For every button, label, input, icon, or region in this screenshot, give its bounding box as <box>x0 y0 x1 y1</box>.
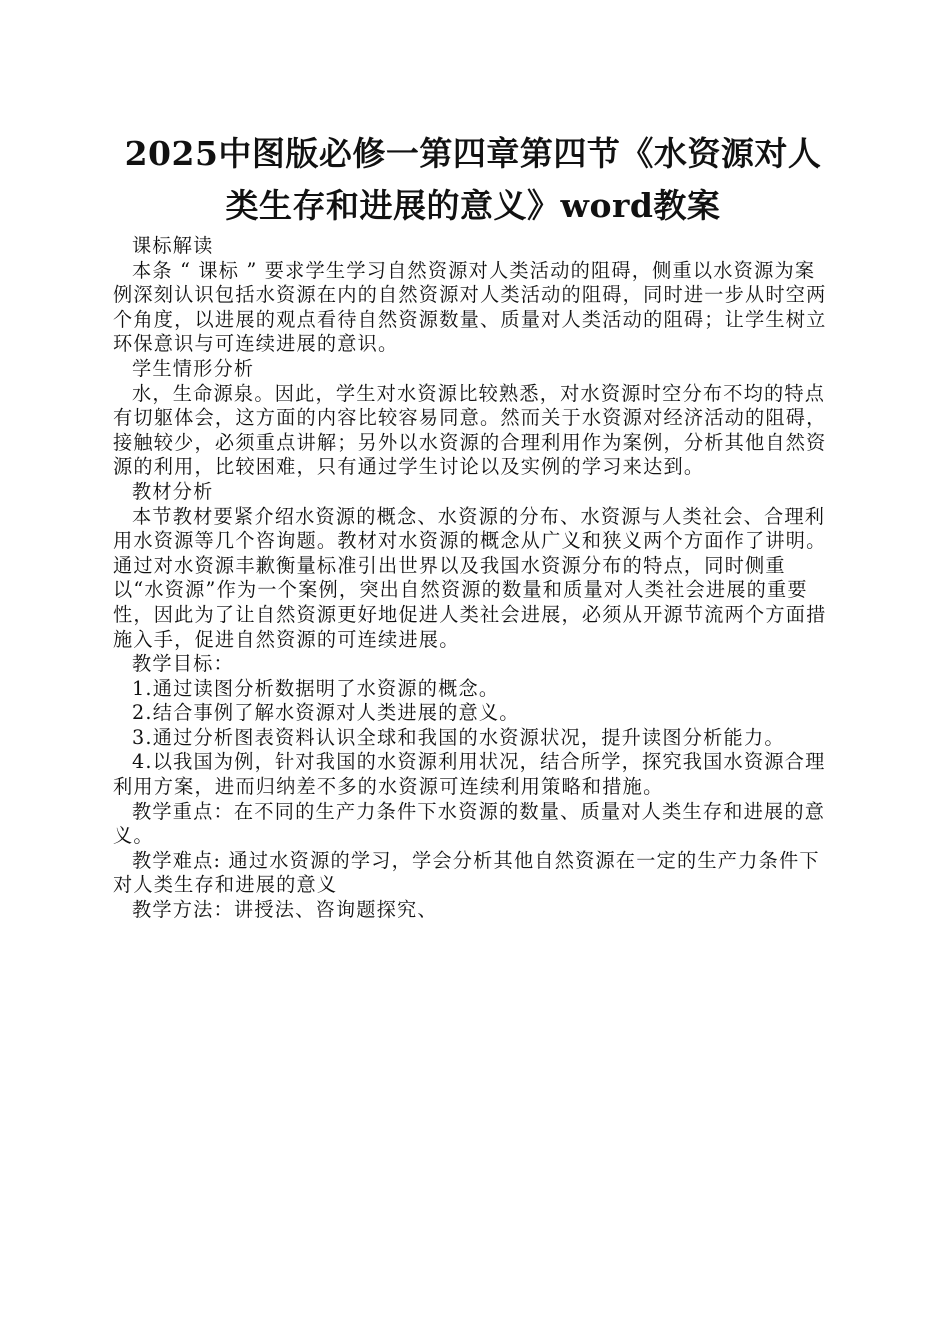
objective-item: 1.通过读图分析数据明了水资源的概念。 <box>132 676 500 700</box>
teaching-difficulty: 教学难点: 通过水资源的学习，学会分析其他自然资源在一定的生产力条件下对人类生存和进展的意义 <box>113 848 820 897</box>
objective-item: 4.以我国为例，针对我国的水资源利用状况，结合所学，探究我国水资源合理利用方案，进而归纳差不多的水资源可连续利用策略和措施。 <box>113 750 826 799</box>
section-heading-student-analysis: 学生情形分析 <box>132 356 255 380</box>
teaching-method: 教学方法：讲授法、咨询题探究、 <box>132 898 438 922</box>
section-heading-textbook-analysis: 教材分析 <box>132 479 214 503</box>
section-heading-curriculum: 课标解读 <box>132 234 214 257</box>
section-text-curriculum: 本条 “ 课标 ” 要求学生学习自然资源对人类活动的阻碍，侧重以水资源为案例深刻认识包括水资源在内的自然资源对人类活动的阻碍，同时进一步从时空两个角度，以进展的观点看待自然资源数量、质量对人类活动的阻碍；让学生树立环保意识与可连续进展的意识。 <box>113 258 827 356</box>
section-text-textbook-analysis: 本节教材要紧介绍水资源的概念、水资源的分布、水资源与人类社会、合理利用水资源等几个咨询题。教材对水资源的概念从广义和狭义两个方面作了讲明。通过对水资源丰歉衡量标准引出世界以及我国水资源分布的特点，同时侧重以“水资源”作为一个案例，突出自然资源的数量和质量对人类社会进展的重要性，因此为了让自然资源更好地促进人类社会进展，必须从开源节流两个方面措施入手，促进自然资源的可连续进展。 <box>113 504 827 651</box>
objective-item: 3.通过分析图表资料认识全球和我国的水资源状况，提升读图分析能力。 <box>132 725 785 749</box>
section-text-student-analysis: 水，生命源泉。因此，学生对水资源比较熟悉，对水资源时空分布不均的特点有切躯体会，这方面的内容比较容易同意。然而关于水资源对经济活动的阻碍，接触较少，必须重点讲解；另外以水资源的合理利用作为案例，分析其他自然资源的利用，比较困难，只有通过学生讨论以及实例的学习来达到。 <box>113 381 827 479</box>
document-body <box>113 234 833 923</box>
objectives-heading: 教学目标： <box>132 652 234 676</box>
document-page <box>113 128 833 923</box>
teaching-key-point: 教学重点：在不同的生产力条件下水资源的数量、质量对人类生存和进展的意义。 <box>113 799 826 848</box>
document-title: 2025中图版必修一第四章第四节《水资源对人类生存和进展的意义》word教案 <box>124 134 822 225</box>
objective-item: 2.结合事例了解水资源对人类进展的意义。 <box>132 701 520 725</box>
